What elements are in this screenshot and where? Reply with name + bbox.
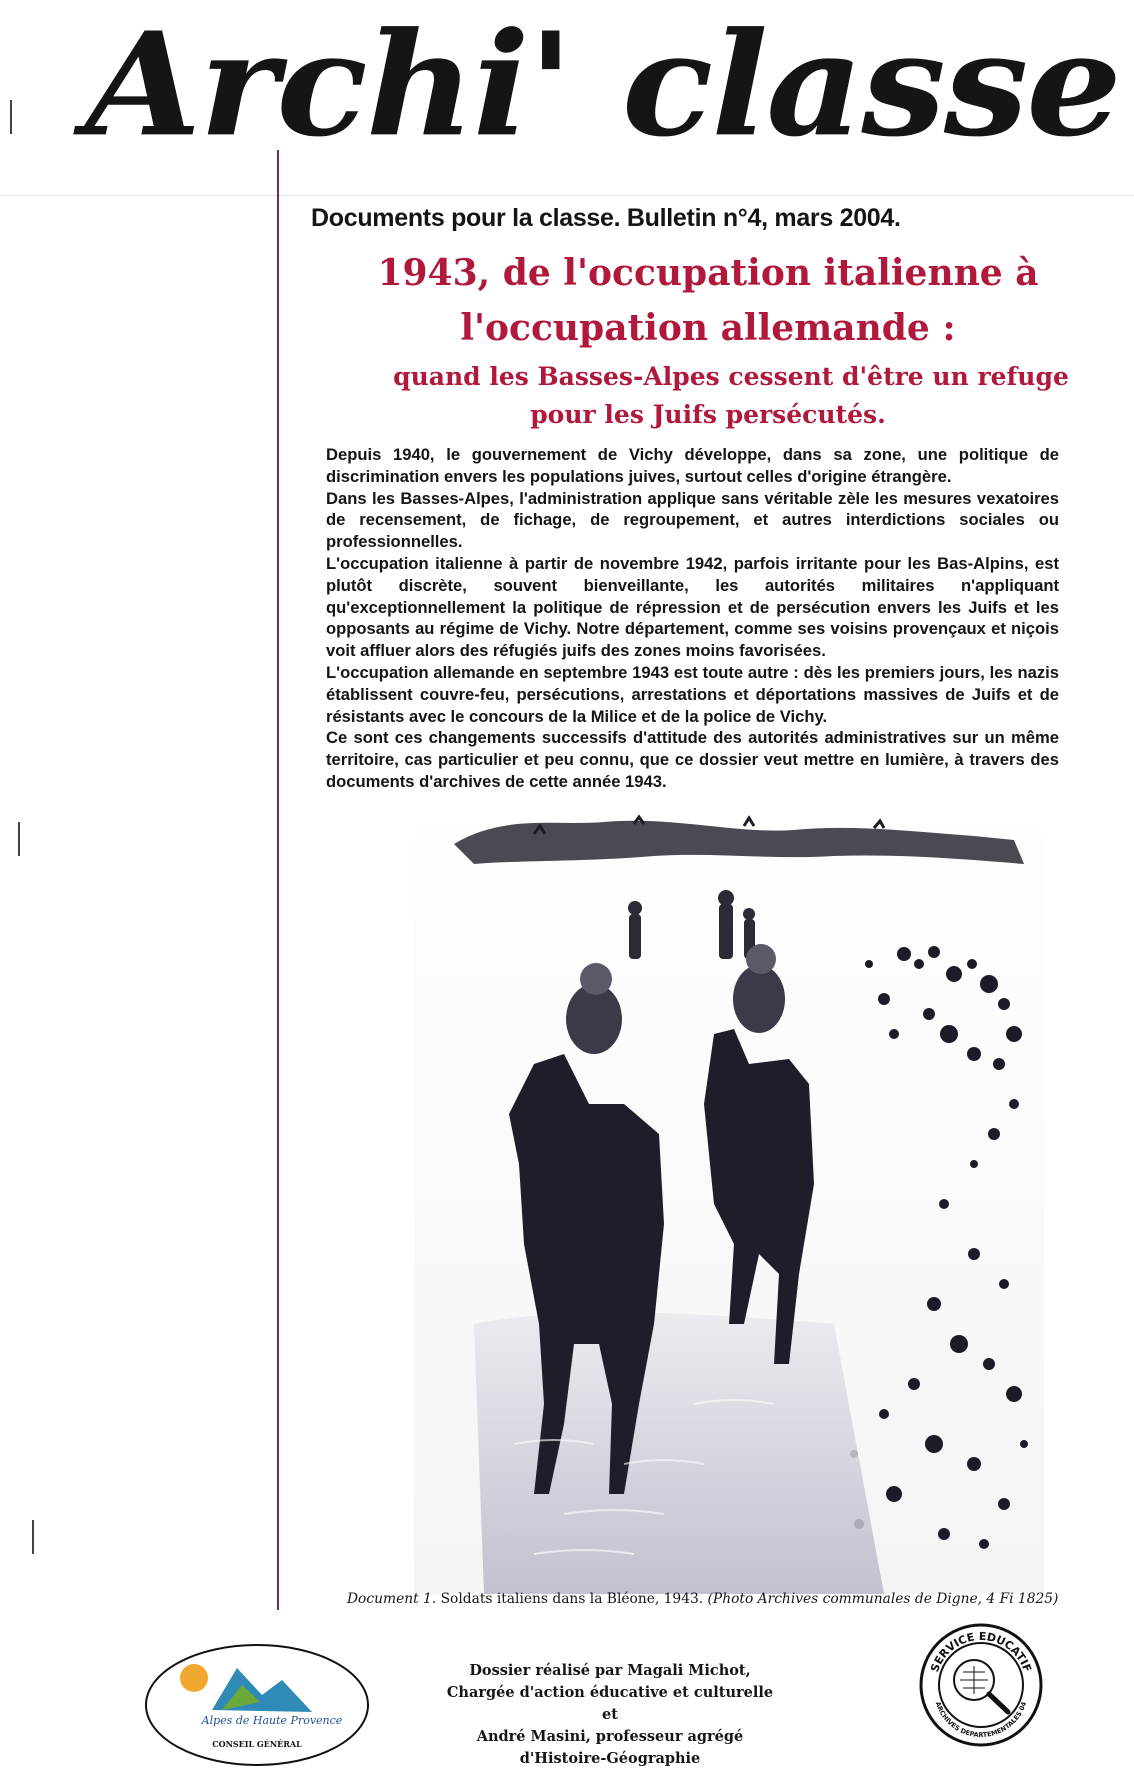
intro-paragraph: Ce sont ces changements successifs d'attitude des autorités administratives sur un même territoire, cas particulier et peu connu, que ce dossier veut mettre en lumière, à travers des documents d'archives de cette année 1943. [326, 728, 1059, 791]
intro-paragraph: L'occupation allemande en septembre 1943 est toute autre : dès les premiers jours, les nazis établissent couvre-feu, persécutions, arrestations et déportations massives de Juifs et de résistants avec le concours de la Milice et de la police de Vichy. [326, 662, 1059, 726]
intro-paragraph: Depuis 1940, le gouvernement de Vichy développe, dans sa zone, une politique de discrimination envers les populations juives, surtout celles d'origine étrangère. [326, 445, 1059, 486]
caption-credit: (Photo Archives communales de Digne, 4 Fi 1825) [707, 1591, 1059, 1607]
logo-org-text: CONSEIL GÉNÉRAL [212, 1739, 302, 1749]
margin-tick [32, 1520, 34, 1554]
bulletin-subtitle: Documents pour la classe. Bulletin n°4, mars 2004. [311, 204, 901, 232]
soldiers-photo [414, 804, 1044, 1594]
intro-text [326, 444, 1059, 793]
dossier-title-line1: 1943, de l'occupation italienne à [377, 252, 1039, 294]
caption-text: Soldats italiens dans la Bléone, 1943. [440, 1591, 704, 1607]
photo-caption [347, 1591, 1067, 1607]
intro-paragraph: L'occupation italienne à partir de novembre 1942, parfois irritante pour les Bas-Alpins, est plutôt discrète, souvent bienveillante, les autorités militaires n'appliquant qu'exceptionnellement la politique de répression et de persécution envers les Juifs et les opposants au régime de Vichy. Notre département, comme ses voisins provençaux et niçois voit affluer alors des réfugiés juifs des zones moins favorisées. [326, 553, 1059, 661]
top-rule [0, 195, 1134, 196]
credits-line: d'Histoire-Géographie [519, 1750, 701, 1767]
credits-line: Dossier réalisé par Magali Michot, [469, 1662, 751, 1679]
credits-block [440, 1660, 780, 1770]
credits-line: et [602, 1706, 618, 1723]
conseil-general-logo [142, 1640, 372, 1770]
margin-line [277, 150, 279, 1610]
service-educatif-seal [916, 1620, 1046, 1750]
seal-bottom-text: ARCHIVES DEPARTEMENTALES 04 [933, 1700, 1029, 1740]
dossier-subtitle-line2: pour les Juifs persécutés. [530, 400, 886, 429]
masthead-title: Archi' classe [85, 1, 1120, 169]
caption-label: Document 1. [347, 1591, 437, 1607]
margin-tick [10, 100, 12, 134]
seal-top-text: SERVICE EDUCATIF [928, 1629, 1034, 1674]
credits-line: André Masini, professeur agrégé [476, 1728, 744, 1745]
credits-line: Chargée d'action éducative et culturelle [446, 1684, 774, 1701]
logo-brand-text: Alpes de Haute Provence [201, 1714, 343, 1727]
intro-paragraph: Dans les Basses-Alpes, l'administration applique sans véritable zèle les mesures vexatoires de recensement, de fichage, de regroupement, et autres interdictions sociales ou professionnelles. [326, 488, 1059, 552]
dossier-title-line2: l'occupation allemande : [460, 307, 956, 349]
margin-tick [18, 822, 20, 856]
dossier-subtitle-line1: quand les Basses-Alpes cessent d'être un refuge [393, 362, 1069, 391]
